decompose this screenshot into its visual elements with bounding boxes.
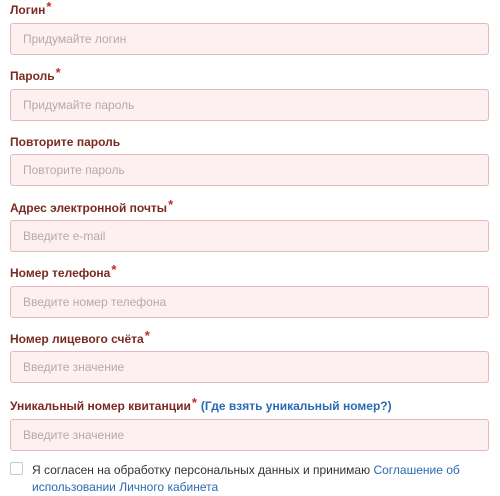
required-asterisk: * [55, 65, 61, 80]
consent-text [32, 462, 472, 496]
where-to-find-number-link[interactable]: (Где взять уникальный номер?) [200, 399, 392, 413]
repeat-password-label-text: Повторите пароль [10, 135, 121, 149]
login-label [10, 0, 52, 17]
receipt-number-label [10, 395, 392, 413]
required-asterisk: * [144, 328, 150, 343]
password-label [10, 65, 61, 83]
consent-statement: Я согласен на обработку персональных данных и принимаю [32, 463, 374, 477]
phone-input[interactable] [10, 286, 489, 318]
receipt-number-label-text: Уникальный номер квитанции [10, 399, 191, 413]
required-asterisk: * [168, 197, 174, 212]
phone-label [10, 262, 117, 280]
password-input[interactable] [10, 89, 489, 121]
repeat-password-input[interactable] [10, 154, 489, 186]
required-asterisk: * [191, 395, 197, 410]
email-label-text: Адрес электронной почты [10, 201, 168, 215]
required-asterisk: * [46, 0, 52, 14]
required-asterisk: * [111, 262, 117, 277]
login-input[interactable] [10, 23, 489, 55]
email-label [10, 197, 174, 215]
email-input[interactable] [10, 220, 489, 252]
account-number-label-text: Номер лицевого счёта [10, 332, 144, 346]
consent-checkbox[interactable] [10, 462, 23, 475]
password-label-text: Пароль [10, 69, 55, 83]
phone-label-text: Номер телефона [10, 266, 111, 280]
account-number-label [10, 328, 150, 346]
user-agreement-link[interactable]: Соглашение об использовании Личного кабинета [32, 463, 460, 494]
receipt-number-input[interactable] [10, 419, 489, 451]
account-number-input[interactable] [10, 351, 489, 383]
repeat-password-label [10, 135, 120, 149]
login-label-text: Логин [10, 3, 46, 17]
